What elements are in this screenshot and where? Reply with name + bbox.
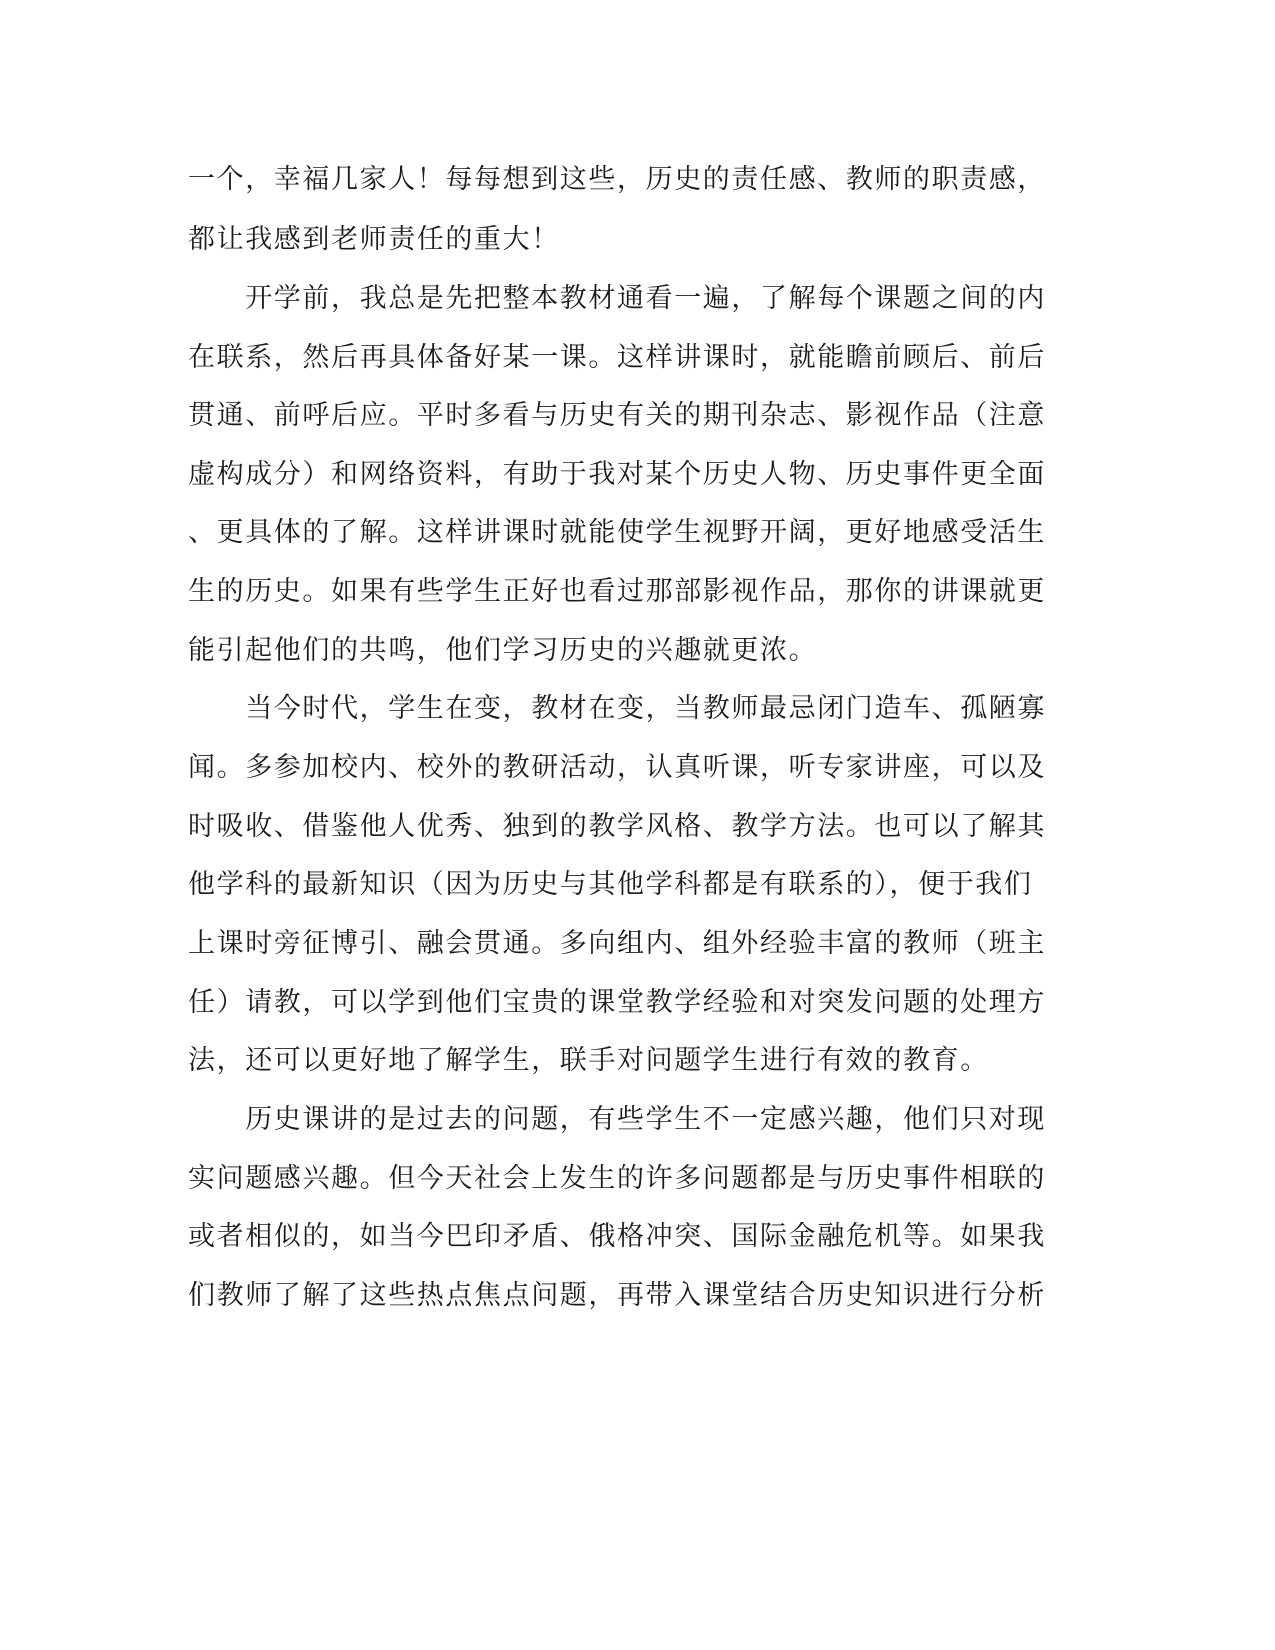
text-line: 都让我感到老师责任的重大！ xyxy=(188,224,560,255)
text-line: 虚构成分）和网络资料，有助于我对某个历史人物、历史事件更全面 xyxy=(188,459,1046,490)
text-line: 或者相似的，如当今巴印矛盾、俄格冲突、国际金融危机等。如果我 xyxy=(188,1221,1046,1252)
text-line: 们教师了解了这些热点焦点问题，再带入课堂结合历史知识进行分析 xyxy=(188,1280,1046,1311)
text-line: 上课时旁征博引、融会贯通。多向组内、组外经验丰富的教师（班主 xyxy=(188,928,1046,959)
text-line: 开学前，我总是先把整本教材通看一遍，了解每个课题之间的内 xyxy=(188,283,1046,314)
text-line: 闻。多参加校内、校外的教研活动，认真听课，听专家讲座，可以及 xyxy=(188,752,1046,783)
text-line: 实问题感兴趣。但今天社会上发生的许多问题都是与历史事件相联的 xyxy=(188,1163,1046,1194)
text-line: 他学科的最新知识（因为历史与其他学科都是有联系的），便于我们 xyxy=(188,869,1033,900)
text-line: 任）请教，可以学到他们宝贵的课堂教学经验和对突发问题的处理方 xyxy=(188,987,1046,1018)
text-line: 时吸收、借鉴他人优秀、独到的教学风格、教学方法。也可以了解其 xyxy=(188,811,1046,842)
text-line: 、更具体的了解。这样讲课时就能使学生视野开阔，更好地感受活生 xyxy=(188,517,1046,548)
text-line: 一个，幸福几家人！每每想到这些，历史的责任感、教师的职责感， xyxy=(188,164,1046,195)
text-line: 生的历史。如果有些学生正好也看过那部影视作品，那你的讲课就更 xyxy=(188,576,1046,607)
text-line: 历史课讲的是过去的问题，有些学生不一定感兴趣，他们只对现 xyxy=(188,1104,1046,1135)
text-line: 在联系，然后再具体备好某一课。这样讲课时，就能瞻前顾后、前后 xyxy=(188,342,1046,373)
text-line: 法，还可以更好地了解学生，联手对问题学生进行有效的教育。 xyxy=(188,1045,989,1076)
text-line: 能引起他们的共鸣，他们学习历史的兴趣就更浓。 xyxy=(188,635,818,666)
text-line: 贯通、前呼后应。平时多看与历史有关的期刊杂志、影视作品（注意 xyxy=(188,400,1046,431)
text-line: 当今时代，学生在变，教材在变，当教师最忌闭门造车、孤陋寡 xyxy=(188,693,1046,724)
